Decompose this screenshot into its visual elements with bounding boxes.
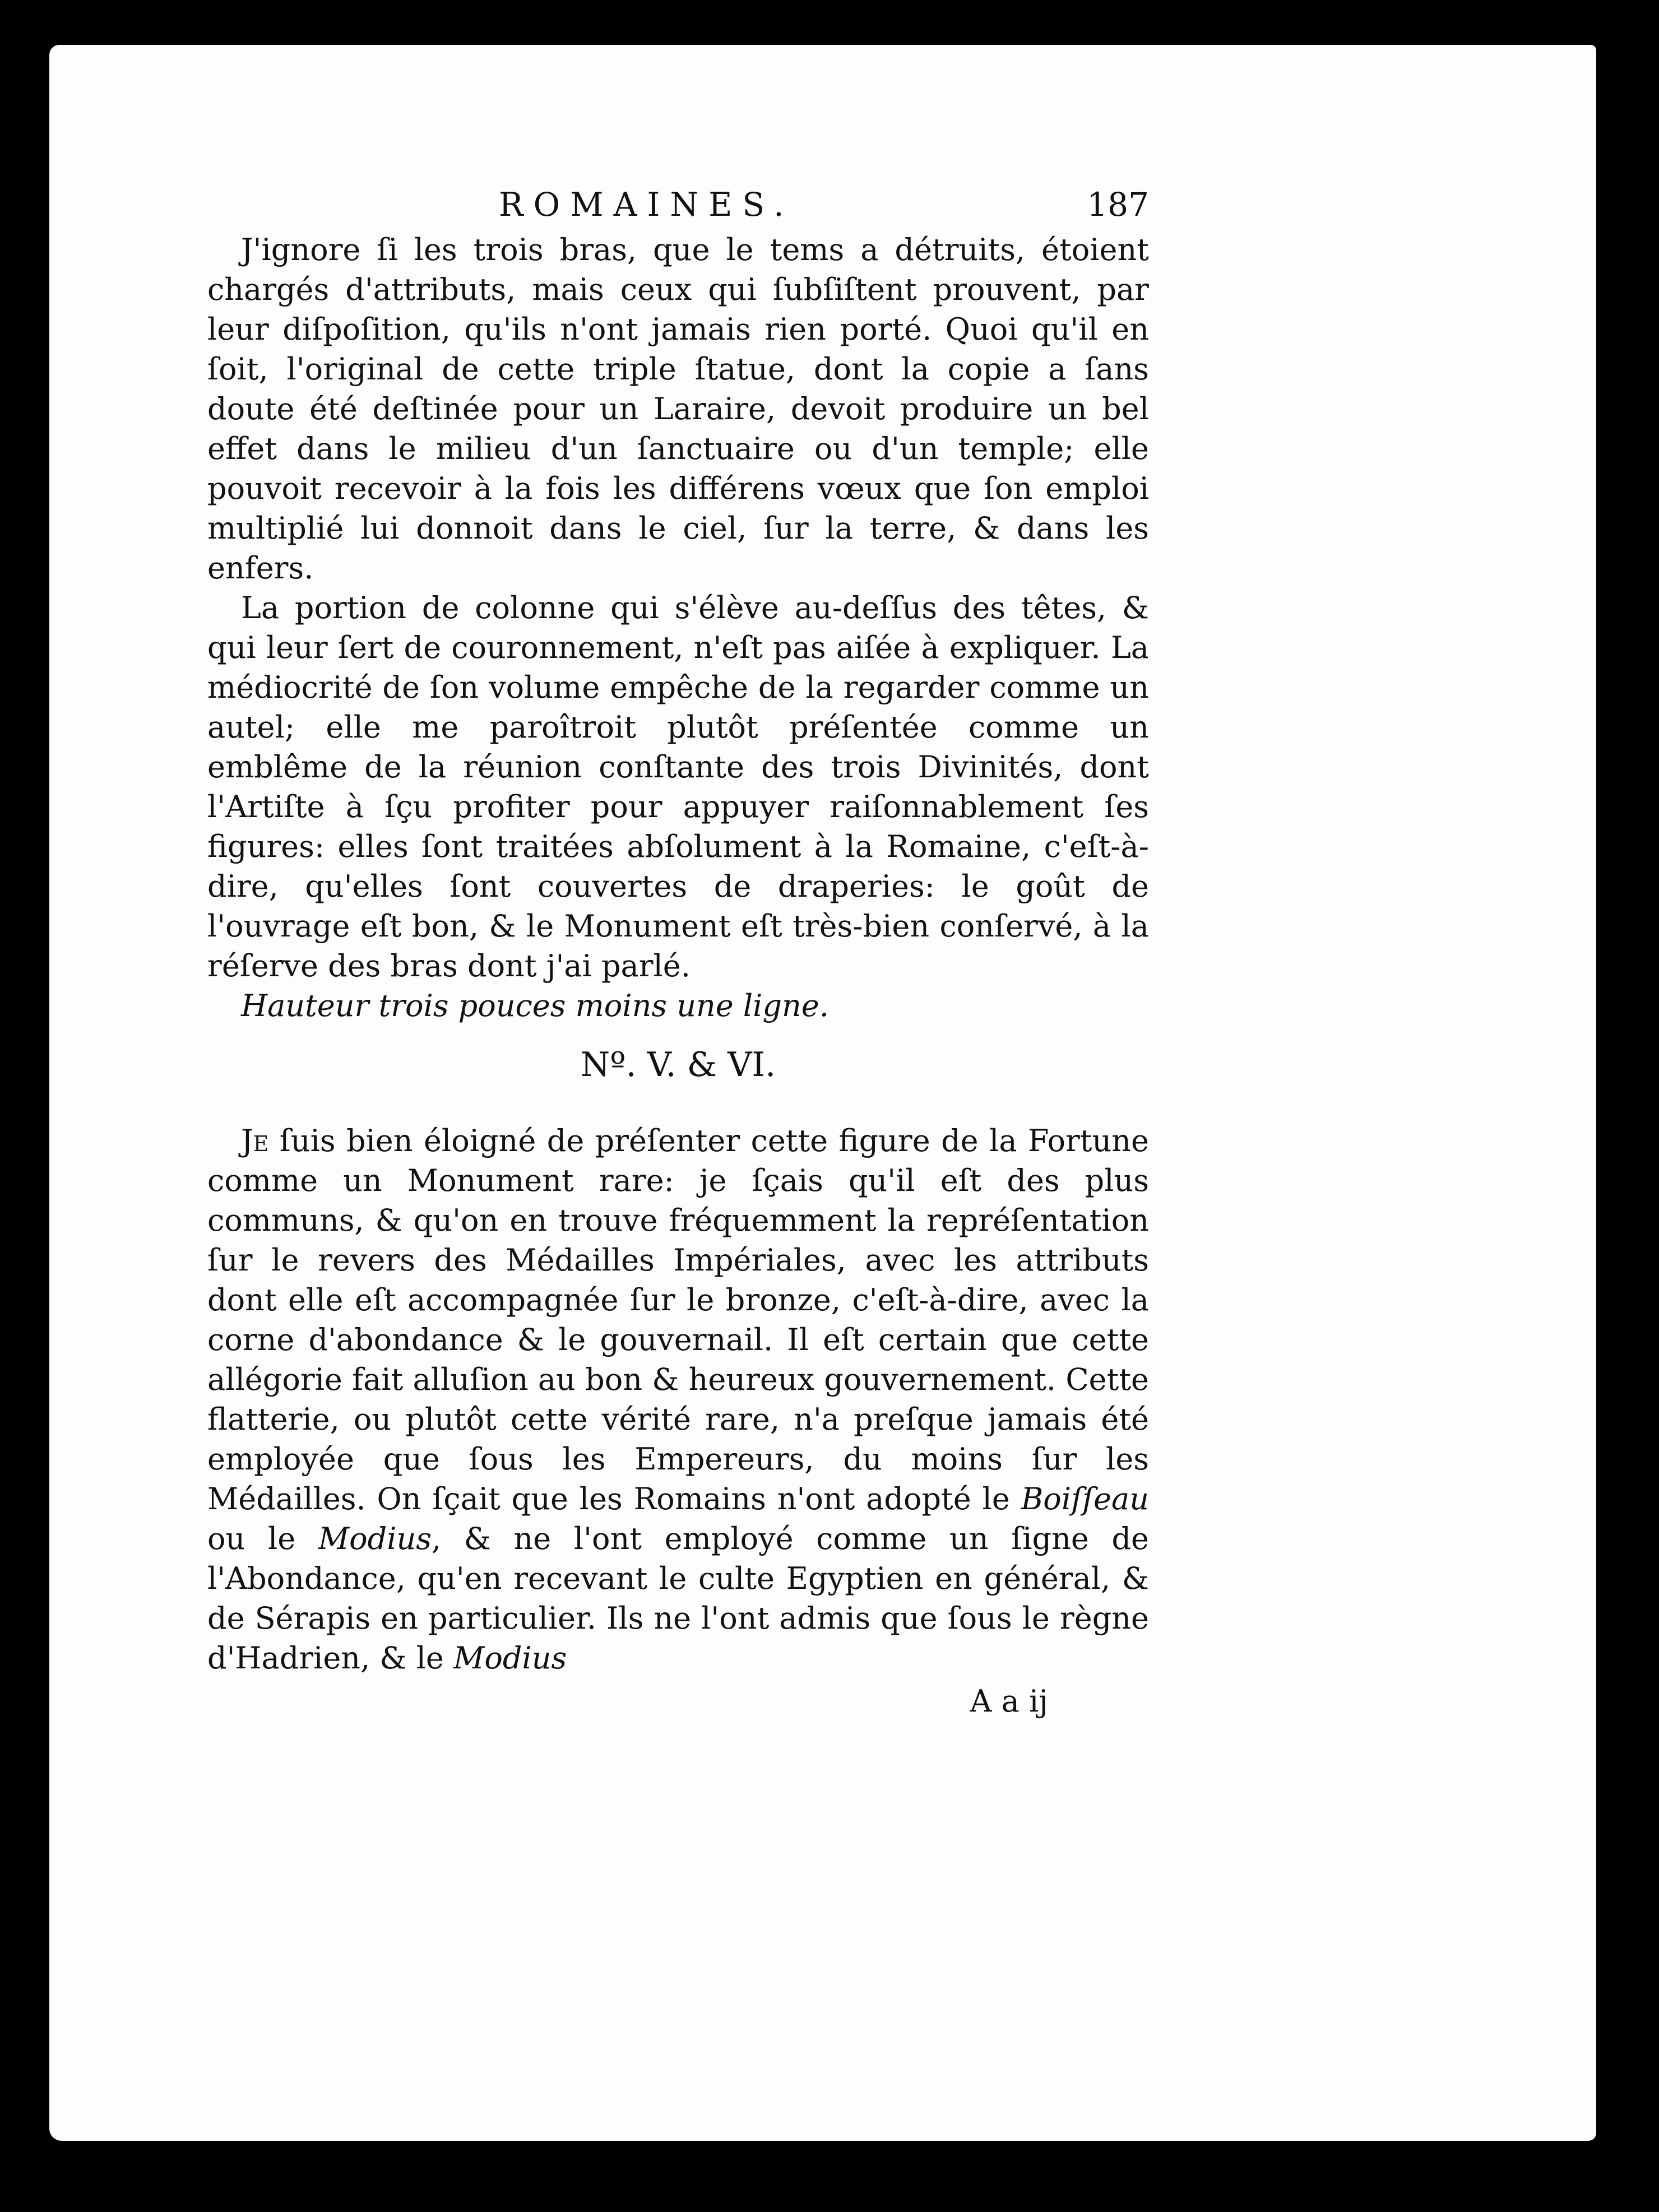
paragraph-1: J'ignore ſi les trois bras, que le tems a détruits, étoient chargés d'attributs, mais ceux qui ſubſiſtent prouvent, par leur diſpoſition, qu'ils n'ont jamais rien porté. Quoi qu'il en ſoit, l'original de cette triple ſtatue, dont la copie a ſans doute été deſtinée pour un Laraire, devoit produire un bel effet dans le milieu d'un ſanctuaire ou d'un temple; elle pouvoit recevoir à la fois les différens vœux que ſon emploi multiplié lui donnoit dans le ciel, ſur la terre, & dans les enfers.: [207, 232, 1149, 586]
italic-modius-1: Modius: [318, 1521, 432, 1556]
paragraph-3-text-a: ſuis bien éloigné de préſenter cette figure de la Fortune comme un Monument rare: je ſçais qu'il eſt des plus communs, & qu'on en trouve fréquemment la repréſentation ſur le revers des Médailles Impériales, avec les attributs dont elle eſt accompagnée ſur le bronze, c'eſt-à-dire, avec la corne d'abondance & le gouvernail. Il eſt certain que cette allégorie fait alluſion au bon & heureux gouvernement. Cette flatterie, ou plutôt cette vérité rare, n'a preſque jamais été employée que ſous les Empereurs, du moins ſur les Médailles. On ſçait que les Romains n'ont adopté le: [207, 1123, 1149, 1517]
paragraph-3-text-c: , & ne l'ont employé comme un ſigne de l'Abondance, qu'en recevant le culte Egyptien en général, & de Sérapis en particulier. Ils ne l'ont admis que ſous le règne d'Hadrien, & le: [207, 1521, 1149, 1676]
italic-modius-2: Modius: [453, 1640, 567, 1676]
italic-boisseau: Boiſſeau: [1021, 1481, 1149, 1517]
paragraph-3: [207, 1121, 1149, 1678]
page-header: [207, 179, 1149, 230]
section-heading: Nº. V. & VI.: [580, 1045, 776, 1084]
running-head: ROMAINES.: [499, 186, 794, 224]
page-text-block: [207, 179, 1149, 1721]
scan-edge-shadow: [1569, 0, 1637, 2212]
paragraph-3-first-word: Je: [241, 1123, 269, 1158]
paragraph-3-text-b: ou le: [207, 1521, 318, 1556]
signature-mark: A a ij: [970, 1684, 1048, 1719]
paragraph-2: La portion de colonne qui s'élève au-deſſus des têtes, & qui leur ſert de couronnement, n'eſt pas aiſée à expliquer. La médiocrité de ſon volume empêche de la regarder comme un autel; elle me paroîtroit plutôt préſentée comme un emblême de la réunion conſtante des trois Divinités, dont l'Artiſte à ſçu profiter pour appuyer raiſonnablement ſes figures: elles ſont traitées abſolument à la Romaine, c'eſt-à-dire, qu'elles ſont couvertes de draperies: le goût de l'ouvrage eſt bon, & le Monument eſt très-bien conſervé, à la réſerve des bras dont j'ai parlé.: [207, 590, 1149, 984]
height-note: Hauteur trois pouces moins une ligne.: [241, 988, 829, 1023]
page-number: 187: [1087, 186, 1149, 224]
